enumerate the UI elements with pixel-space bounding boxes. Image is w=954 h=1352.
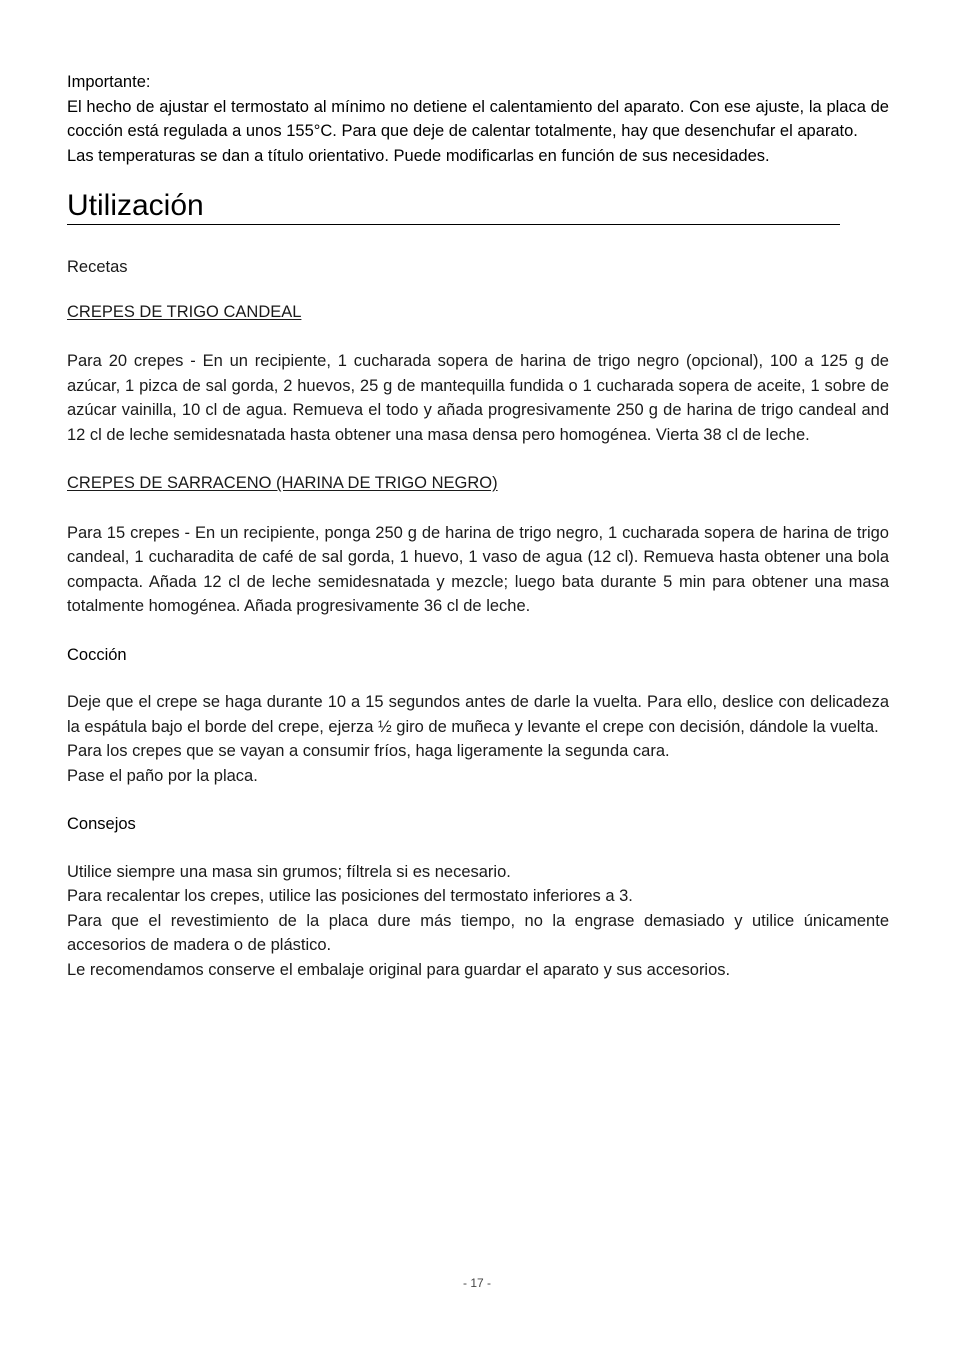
coccion-paragraph-3: Pase el paño por la placa. (67, 766, 258, 785)
coccion-paragraph-1: Deje que el crepe se haga durante 10 a 15 segundos antes de darle la vuelta. Para ello, deslice con delicadeza la espátula bajo el borde del crepe, ejerza ½ giro de muñeca y levante el crepe con decisión, dándole la vuelta. (67, 693, 889, 736)
importante-label: Importante: (67, 73, 151, 91)
coccion-paragraph-2: Para los crepes que se vayan a consumir fríos, haga ligeramente la segunda cara. (67, 742, 670, 760)
importante-paragraph-1: El hecho de ajustar el termostato al mínimo no detiene el calentamiento del aparato. Con ese ajuste, la placa de cocción está regulada a unos 155°C. Para que deje de calentar totalmente, hay que desenchufar el aparato. (67, 97, 889, 140)
recipe2-title: CREPES DE SARRACENO (HARINA DE TRIGO NEGRO) (67, 474, 498, 492)
consejos-paragraph-1: Utilice siempre una masa sin grumos; fíltrela si es necesario. (67, 862, 511, 881)
page-number: - 17 - (462, 1276, 491, 1290)
consejos-paragraph-4: Le recomendamos conserve el embalaje original para guardar el aparato y sus accesorios. (67, 960, 731, 979)
importante-paragraph-2: Las temperaturas se dan a título orientativo. Puede modificarlas en función de sus necesidades. (67, 146, 770, 165)
recetas-label: Recetas (67, 258, 128, 276)
consejos-paragraph-2: Para recalentar los crepes, utilice las posiciones del termostato inferiores a 3. (67, 887, 633, 905)
consejos-label: Consejos (67, 815, 136, 833)
recipe1-title: CREPES DE TRIGO CANDEAL (67, 302, 302, 321)
recipe2-text: Para 15 crepes - En un recipiente, ponga 250 g de harina de trigo negro, 1 cucharada sopera de harina de trigo candeal, 1 cucharadita de café de sal gorda, 1 huevo, 1 vaso de agua (12 cl). Remueva hasta obtener una bola compacta. Añada 12 cl de leche semidesnatada y mezcle; luego bata durante 5 min para obtener una masa totalmente homogénea. Añada progresivamente 36 cl de leche. (67, 523, 889, 615)
recipe1-text: Para 20 crepes - En un recipiente, 1 cucharada sopera de harina de trigo negro (opcional), 100 a 125 g de azúcar, 1 pizca de sal gorda, 2 huevos, 25 g de mantequilla fundida o 1 cucharada sopera de aceite, 1 sobre de azúcar vainilla, 10 cl de agua. Remueva el todo y añada progresivamente 250 g de harina de trigo candeal and 12 cl de leche semidesnatada hasta obtener una masa densa pero homogénea. Vierta 38 cl de leche. (67, 352, 889, 444)
consejos-paragraph-3: Para que el revestimiento de la placa dure más tiempo, no la engrase demasiado y utilice únicamente accesorios de madera o de plástico. (67, 911, 889, 954)
coccion-label: Cocción (67, 645, 127, 664)
document-page (67, 70, 889, 982)
section-title: Utilización (67, 188, 840, 225)
